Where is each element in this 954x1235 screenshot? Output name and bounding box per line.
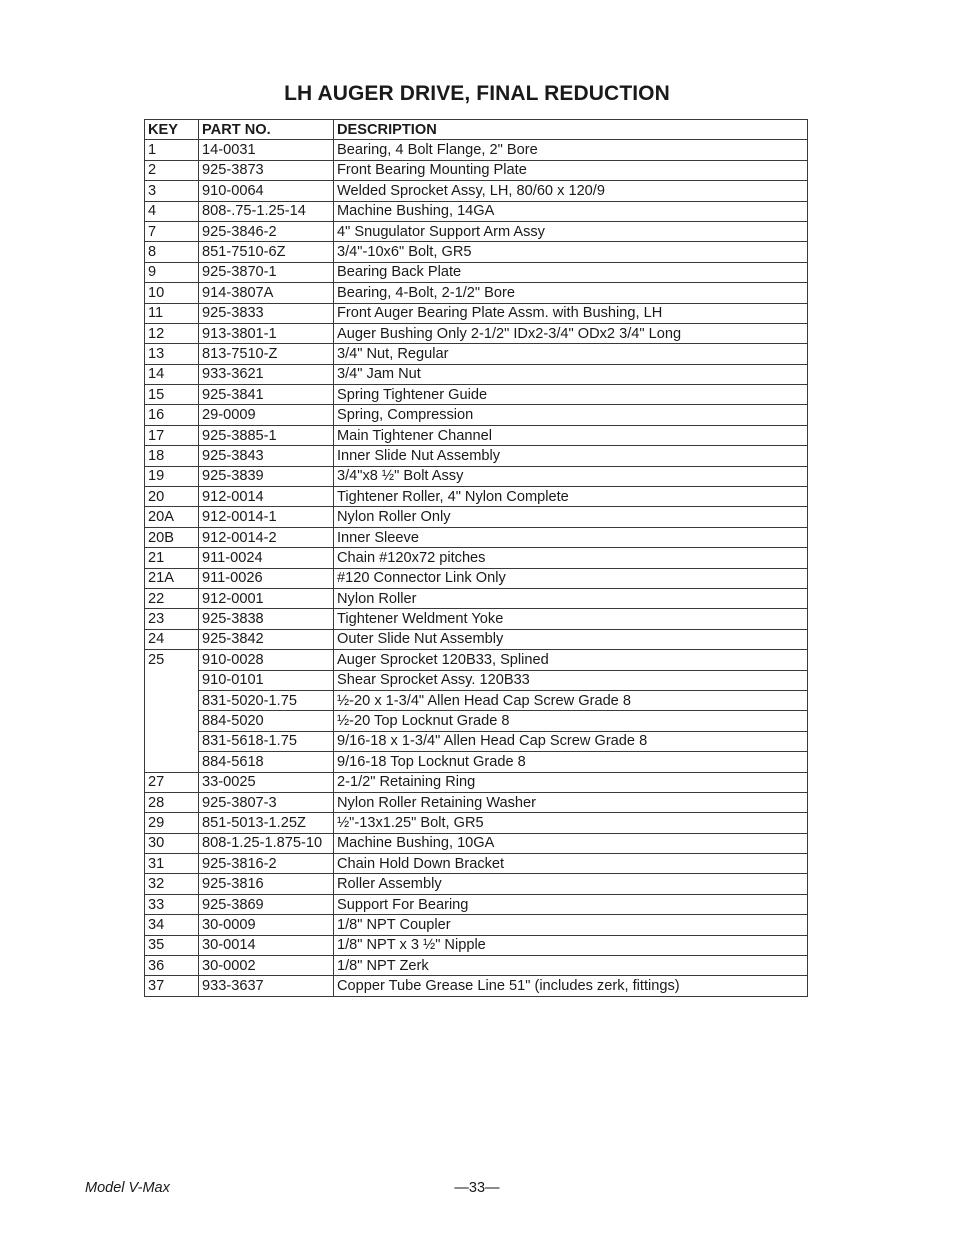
part-number-cell: 30-0002: [199, 956, 334, 976]
key-cell: 36: [145, 956, 199, 976]
part-number-cell: 933-3637: [199, 976, 334, 996]
description-cell: 3/4"-10x6" Bolt, GR5: [334, 242, 808, 262]
key-cell: 9: [145, 262, 199, 282]
table-row: [145, 731, 808, 751]
key-cell: 22: [145, 588, 199, 608]
table-row: [145, 303, 808, 323]
part-number-cell: 925-3870-1: [199, 262, 334, 282]
table-row: [145, 772, 808, 792]
key-cell: 1: [145, 140, 199, 160]
description-cell: Nylon Roller: [334, 588, 808, 608]
part-number-cell: 925-3839: [199, 466, 334, 486]
key-cell: 24: [145, 629, 199, 649]
key-cell: 19: [145, 466, 199, 486]
table-row: [145, 466, 808, 486]
description-cell: Front Bearing Mounting Plate: [334, 160, 808, 180]
key-cell: 21: [145, 548, 199, 568]
header-part-no: PART NO.: [199, 120, 334, 140]
part-number-cell: 30-0014: [199, 935, 334, 955]
part-number-cell: 33-0025: [199, 772, 334, 792]
description-cell: Bearing, 4-Bolt, 2-1/2" Bore: [334, 283, 808, 303]
part-number-cell: 808-.75-1.25-14: [199, 201, 334, 221]
description-cell: Main Tightener Channel: [334, 425, 808, 445]
part-number-cell: 851-7510-6Z: [199, 242, 334, 262]
description-cell: 4" Snugulator Support Arm Assy: [334, 221, 808, 241]
description-cell: Spring, Compression: [334, 405, 808, 425]
key-cell: 20: [145, 487, 199, 507]
part-number-cell: 912-0014-1: [199, 507, 334, 527]
description-cell: Welded Sprocket Assy, LH, 80/60 x 120/9: [334, 181, 808, 201]
description-cell: Bearing Back Plate: [334, 262, 808, 282]
key-cell: 32: [145, 874, 199, 894]
table-row: [145, 140, 808, 160]
description-cell: 9/16-18 x 1-3/4" Allen Head Cap Screw Grade 8: [334, 731, 808, 751]
key-cell: 28: [145, 792, 199, 812]
description-cell: Spring Tightener Guide: [334, 385, 808, 405]
table-row: [145, 507, 808, 527]
key-cell: 20B: [145, 527, 199, 547]
table-row: [145, 935, 808, 955]
table-row: [145, 425, 808, 445]
table-row: [145, 160, 808, 180]
part-number-cell: 14-0031: [199, 140, 334, 160]
description-cell: Tightener Weldment Yoke: [334, 609, 808, 629]
part-number-cell: 831-5020-1.75: [199, 690, 334, 710]
table-row: [145, 221, 808, 241]
key-cell: 8: [145, 242, 199, 262]
part-number-cell: 925-3885-1: [199, 425, 334, 445]
part-number-cell: 851-5013-1.25Z: [199, 813, 334, 833]
table-row: [145, 262, 808, 282]
table-row: [145, 874, 808, 894]
key-cell: 21A: [145, 568, 199, 588]
key-cell: 29: [145, 813, 199, 833]
key-cell: 33: [145, 894, 199, 914]
part-number-cell: 912-0014-2: [199, 527, 334, 547]
description-cell: Nylon Roller Only: [334, 507, 808, 527]
table-row: [145, 854, 808, 874]
page-title: LH AUGER DRIVE, FINAL REDUCTION: [284, 82, 670, 105]
key-cell: 12: [145, 323, 199, 343]
table-row: [145, 976, 808, 996]
part-number-cell: 925-3869: [199, 894, 334, 914]
description-cell: Bearing, 4 Bolt Flange, 2" Bore: [334, 140, 808, 160]
table-row: [145, 405, 808, 425]
description-cell: Front Auger Bearing Plate Assm. with Bushing, LH: [334, 303, 808, 323]
table-row: [145, 650, 808, 670]
description-cell: 1/8" NPT Coupler: [334, 915, 808, 935]
key-cell: 14: [145, 364, 199, 384]
description-cell: 1/8" NPT x 3 ½" Nipple: [334, 935, 808, 955]
description-cell: Inner Slide Nut Assembly: [334, 446, 808, 466]
header-description: DESCRIPTION: [334, 120, 808, 140]
part-number-cell: 910-0064: [199, 181, 334, 201]
part-number-cell: 925-3833: [199, 303, 334, 323]
key-cell: 17: [145, 425, 199, 445]
footer-page-number: —33—: [454, 1180, 500, 1196]
table-row: [145, 609, 808, 629]
key-cell: 30: [145, 833, 199, 853]
part-number-cell: 884-5618: [199, 752, 334, 772]
table-row: [145, 568, 808, 588]
table-row: [145, 711, 808, 731]
table-header-row: [145, 120, 808, 140]
key-cell: 25: [145, 650, 199, 772]
description-cell: Support For Bearing: [334, 894, 808, 914]
table-row: [145, 181, 808, 201]
description-cell: ½"-13x1.25" Bolt, GR5: [334, 813, 808, 833]
part-number-cell: 925-3873: [199, 160, 334, 180]
part-number-cell: 813-7510-Z: [199, 344, 334, 364]
table-row: [145, 364, 808, 384]
key-cell: 7: [145, 221, 199, 241]
description-cell: Copper Tube Grease Line 51" (includes zerk, fittings): [334, 976, 808, 996]
table-row: [145, 813, 808, 833]
description-cell: Machine Bushing, 10GA: [334, 833, 808, 853]
part-number-cell: 910-0101: [199, 670, 334, 690]
table-row: [145, 915, 808, 935]
table-row: [145, 283, 808, 303]
header-key: KEY: [145, 120, 199, 140]
table-row: [145, 956, 808, 976]
table-row: [145, 894, 808, 914]
part-number-cell: 925-3842: [199, 629, 334, 649]
part-number-cell: 29-0009: [199, 405, 334, 425]
key-cell: 23: [145, 609, 199, 629]
part-number-cell: 925-3816: [199, 874, 334, 894]
part-number-cell: 925-3841: [199, 385, 334, 405]
key-cell: 15: [145, 385, 199, 405]
table-row: [145, 385, 808, 405]
key-cell: 37: [145, 976, 199, 996]
part-number-cell: 913-3801-1: [199, 323, 334, 343]
key-cell: 4: [145, 201, 199, 221]
description-cell: 1/8" NPT Zerk: [334, 956, 808, 976]
key-cell: 13: [145, 344, 199, 364]
part-number-cell: 884-5020: [199, 711, 334, 731]
part-number-cell: 30-0009: [199, 915, 334, 935]
description-cell: 2-1/2" Retaining Ring: [334, 772, 808, 792]
table-row: [145, 833, 808, 853]
table-row: [145, 548, 808, 568]
description-cell: Auger Bushing Only 2-1/2" IDx2-3/4" ODx2 3/4" Long: [334, 323, 808, 343]
part-number-cell: 925-3807-3: [199, 792, 334, 812]
part-number-cell: 808-1.25-1.875-10: [199, 833, 334, 853]
description-cell: Auger Sprocket 120B33, Splined: [334, 650, 808, 670]
table-row: [145, 446, 808, 466]
part-number-cell: 925-3846-2: [199, 221, 334, 241]
key-cell: 10: [145, 283, 199, 303]
description-cell: Chain Hold Down Bracket: [334, 854, 808, 874]
description-cell: Inner Sleeve: [334, 527, 808, 547]
table-row: [145, 588, 808, 608]
part-number-cell: 914-3807A: [199, 283, 334, 303]
key-cell: 11: [145, 303, 199, 323]
footer-model: Model V-Max: [85, 1180, 170, 1196]
part-number-cell: 912-0014: [199, 487, 334, 507]
parts-table: [144, 119, 808, 997]
part-number-cell: 911-0026: [199, 568, 334, 588]
description-cell: 9/16-18 Top Locknut Grade 8: [334, 752, 808, 772]
table-row: [145, 792, 808, 812]
table-row: [145, 487, 808, 507]
description-cell: 3/4" Nut, Regular: [334, 344, 808, 364]
description-cell: #120 Connector Link Only: [334, 568, 808, 588]
part-number-cell: 831-5618-1.75: [199, 731, 334, 751]
key-cell: 18: [145, 446, 199, 466]
key-cell: 2: [145, 160, 199, 180]
part-number-cell: 912-0001: [199, 588, 334, 608]
table-row: [145, 242, 808, 262]
table-row: [145, 201, 808, 221]
table-row: [145, 323, 808, 343]
description-cell: ½-20 x 1-3/4" Allen Head Cap Screw Grade 8: [334, 690, 808, 710]
part-number-cell: 925-3843: [199, 446, 334, 466]
key-cell: 34: [145, 915, 199, 935]
part-number-cell: 925-3816-2: [199, 854, 334, 874]
table-row: [145, 629, 808, 649]
table-row: [145, 752, 808, 772]
part-number-cell: 933-3621: [199, 364, 334, 384]
table-row: [145, 670, 808, 690]
description-cell: ½-20 Top Locknut Grade 8: [334, 711, 808, 731]
description-cell: Shear Sprocket Assy. 120B33: [334, 670, 808, 690]
part-number-cell: 925-3838: [199, 609, 334, 629]
table-row: [145, 690, 808, 710]
description-cell: Nylon Roller Retaining Washer: [334, 792, 808, 812]
key-cell: 16: [145, 405, 199, 425]
table-row: [145, 344, 808, 364]
table-row: [145, 527, 808, 547]
part-number-cell: 911-0024: [199, 548, 334, 568]
description-cell: Chain #120x72 pitches: [334, 548, 808, 568]
key-cell: 3: [145, 181, 199, 201]
part-number-cell: 910-0028: [199, 650, 334, 670]
parts-table-body: [145, 140, 808, 996]
key-cell: 27: [145, 772, 199, 792]
description-cell: 3/4"x8 ½" Bolt Assy: [334, 466, 808, 486]
description-cell: Roller Assembly: [334, 874, 808, 894]
description-cell: Machine Bushing, 14GA: [334, 201, 808, 221]
description-cell: Outer Slide Nut Assembly: [334, 629, 808, 649]
description-cell: 3/4" Jam Nut: [334, 364, 808, 384]
description-cell: Tightener Roller, 4" Nylon Complete: [334, 487, 808, 507]
key-cell: 31: [145, 854, 199, 874]
key-cell: 20A: [145, 507, 199, 527]
key-cell: 35: [145, 935, 199, 955]
